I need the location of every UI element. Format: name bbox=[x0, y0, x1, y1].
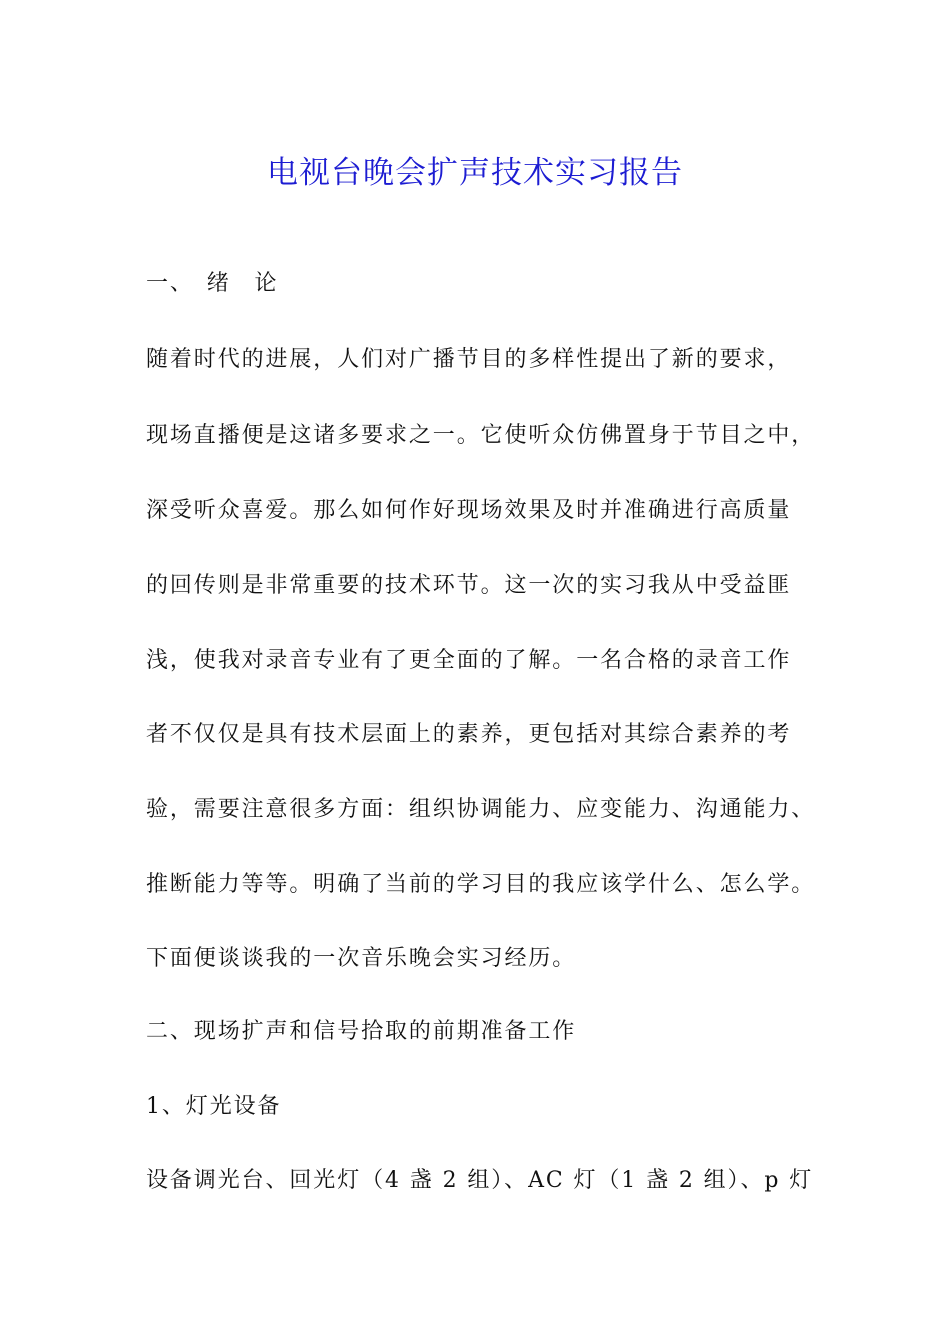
paragraph-line: 的回传则是非常重要的技术环节。这一次的实习我从中受益匪 bbox=[146, 573, 792, 598]
paragraph-line: 浅，使我对录音专业有了更全面的了解。一名合格的录音工作 bbox=[146, 648, 792, 673]
equipment-line: 设备调光台、回光灯（4 盏 2 组）、AC 灯（1 盏 2 组）、p 灯 bbox=[146, 1168, 814, 1193]
paragraph-line: 者不仅仅是具有技术层面上的素养，更包括对其综合素养的考 bbox=[146, 722, 792, 747]
paragraph-line: 随着时代的进展，人们对广播节目的多样性提出了新的要求， bbox=[146, 347, 792, 372]
paragraph-line: 现场直播便是这诸多要求之一。它使听众仿佛置身于节目之中， bbox=[146, 423, 816, 448]
paragraph-line: 下面便谈谈我的一次音乐晚会实习经历。 bbox=[146, 946, 577, 971]
paragraph-line: 深受听众喜爱。那么如何作好现场效果及时并准确进行高质量 bbox=[146, 498, 792, 523]
document-title: 电视台晚会扩声技术实习报告 bbox=[267, 154, 683, 191]
section-heading-introduction: 一、 绪 论 bbox=[146, 271, 279, 296]
subsection-heading-lighting: 1、灯光设备 bbox=[146, 1094, 282, 1119]
paragraph-line: 推断能力等等。明确了当前的学习目的我应该学什么、怎么学。 bbox=[146, 872, 816, 897]
section-heading-preparation: 二、现场扩声和信号拾取的前期准备工作 bbox=[146, 1019, 577, 1044]
paragraph-line: 验，需要注意很多方面：组织协调能力、应变能力、沟通能力、 bbox=[146, 797, 816, 822]
